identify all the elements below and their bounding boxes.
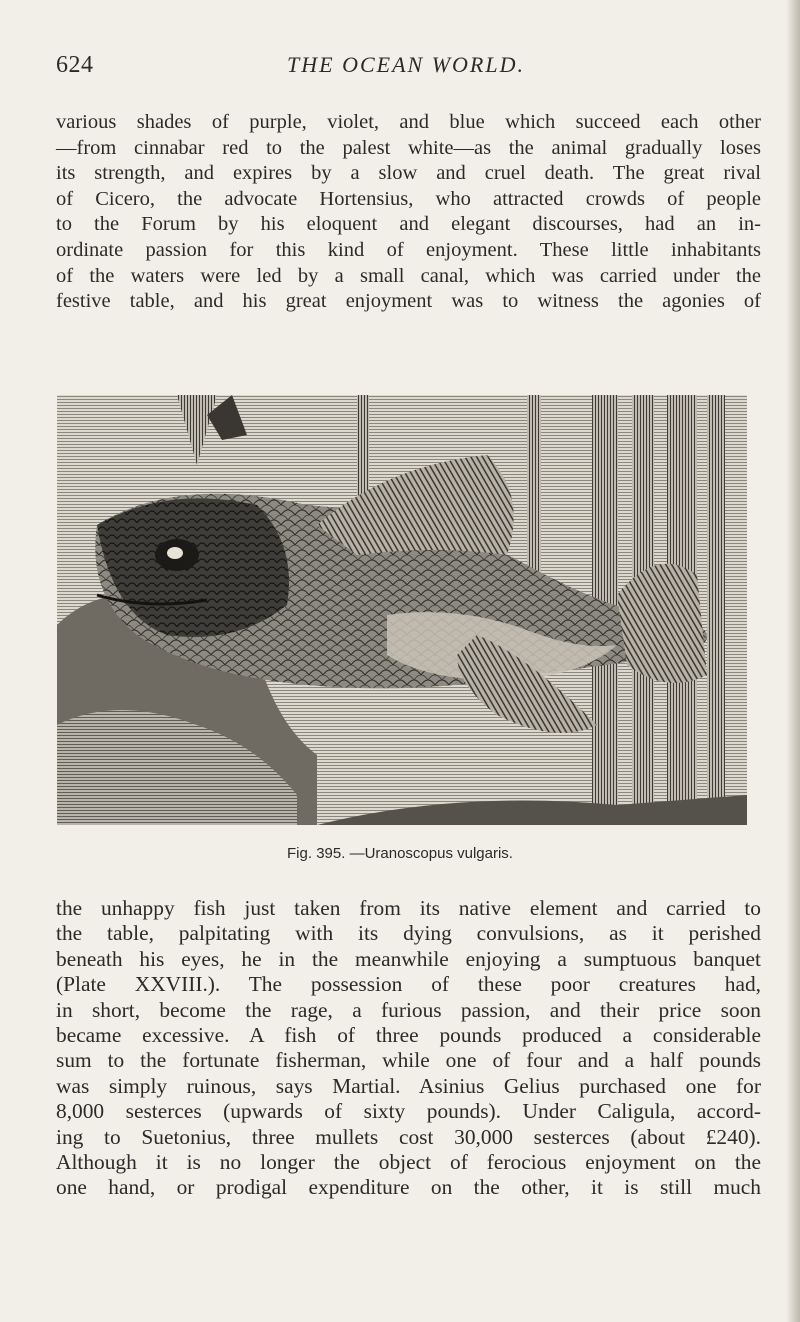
text-line: was simply ruinous, says Martial. Asinius Gelius purchased one for (56, 1073, 761, 1098)
text-line: the unhappy fish just taken from its native element and carried to (56, 896, 761, 920)
text-line: festive table, and his great enjoyment was to witness the agonies of (56, 290, 761, 313)
text-line: ing to Suetonius, three mullets cost 30,000 sesterces (about £240). (56, 1124, 761, 1149)
page-header (56, 52, 756, 88)
figure-name: Uranoscopus vulgaris. (364, 845, 513, 862)
paragraph-bottom (56, 896, 761, 1201)
text-line: its strength, and expires by a slow and cruel death. The great rival (56, 162, 761, 185)
text-line: the table, palpitating with its dying convulsions, as it perished (56, 921, 761, 946)
text-line: of the waters were led by a small canal, which was carried under the (56, 264, 761, 287)
text-line: ordinate passion for this kind of enjoyment. These little inhabitants (56, 238, 761, 261)
page-edge-shadow (786, 0, 800, 1322)
running-title: THE OCEAN WORLD. (287, 52, 525, 77)
text-line: in short, become the rage, a furious passion, and their price soon (56, 997, 761, 1022)
figure-number: Fig. 395. (287, 845, 346, 862)
fish-engraving-figure (57, 395, 747, 825)
figure-caption (0, 845, 800, 862)
text-line: sum to the fortunate fisherman, while one of four and a half pounds (56, 1048, 761, 1073)
text-line: to the Forum by his eloquent and elegant discourses, had an in- (56, 213, 761, 236)
text-line: of Cicero, the advocate Hortensius, who attracted crowds of people (56, 187, 761, 210)
text-line: beneath his eyes, he in the meanwhile enjoying a sumptuous banquet (56, 946, 761, 971)
text-line: various shades of purple, violet, and blue which succeed each other (56, 111, 761, 133)
paragraph-top (56, 110, 761, 315)
figure-separator: — (349, 845, 365, 862)
text-line: became excessive. A fish of three pounds produced a considerable (56, 1023, 761, 1048)
text-line: one hand, or prodigal expenditure on the other, it is still much (56, 1175, 761, 1200)
fish-engraving-illustration (57, 395, 747, 825)
text-line: (Plate XXVIII.). The possession of these poor creatures had, (56, 972, 761, 997)
text-line: 8,000 sesterces (upwards of sixty pounds). Under Caligula, accord- (56, 1099, 761, 1124)
text-line: Although it is no longer the object of ferocious enjoyment on the (56, 1150, 761, 1175)
page-number: 624 (56, 52, 94, 78)
text-line: —from cinnabar red to the palest white—as the animal gradually loses (56, 136, 761, 159)
